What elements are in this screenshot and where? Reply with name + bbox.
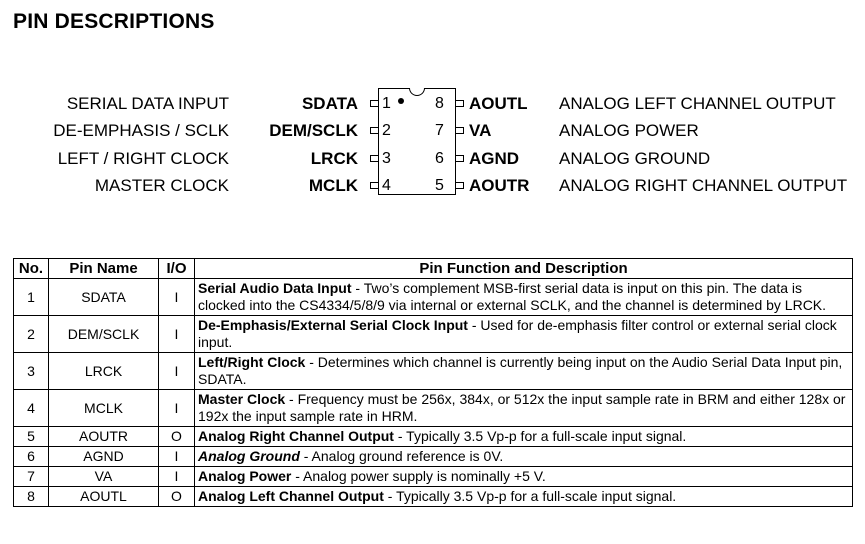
pin-5-name: AOUTR: [469, 176, 530, 195]
cell-pin-name: VA: [49, 467, 159, 487]
cell-description: [195, 427, 853, 447]
function-text: - Frequency must be 256x, 384x, or 512x the input sample rate in BRM and either 128x or 192x the input sample rate in HRM.: [198, 391, 846, 424]
pin-6-number: 6: [435, 150, 444, 167]
cell-pin-name: AGND: [49, 447, 159, 467]
function-text: - Analog power supply is nominally +5 V.: [291, 468, 546, 484]
cell-no: 8: [14, 487, 49, 507]
pin-8-lead: [455, 100, 464, 107]
pin-6-name: AGND: [469, 149, 520, 168]
pin-1-description: SERIAL DATA INPUT: [66, 94, 229, 113]
pin-8-description: ANALOG LEFT CHANNEL OUTPUT: [559, 94, 836, 113]
table-header-row: [14, 259, 853, 279]
table-row: [14, 487, 853, 507]
function-name: Master Clock: [198, 391, 286, 407]
table-row: [14, 467, 853, 487]
cell-no: 3: [14, 353, 49, 390]
pin-2-description: DE-EMPHASIS / SCLK: [53, 121, 229, 140]
pin-5-number: 5: [435, 177, 444, 194]
cell-io: O: [159, 487, 195, 507]
cell-io: I: [159, 447, 195, 467]
pin-5-description: ANALOG RIGHT CHANNEL OUTPUT: [559, 176, 848, 195]
table-row: [14, 447, 853, 467]
cell-no: 5: [14, 427, 49, 447]
pin-description-table: [13, 258, 853, 507]
cell-description: [195, 279, 853, 316]
header-function: Pin Function and Description: [195, 259, 853, 279]
function-name: Analog Ground: [198, 448, 300, 464]
pin-7-name: VA: [469, 121, 492, 140]
function-name: Analog Left Channel Output: [198, 488, 384, 504]
cell-io: I: [159, 467, 195, 487]
cell-description: [195, 316, 853, 353]
function-text: - Used for de-emphasis filter control or external serial clock input.: [198, 317, 837, 350]
cell-io: I: [159, 390, 195, 427]
function-name: Left/Right Clock: [198, 354, 306, 370]
pin-1-marker-dot: [398, 98, 404, 104]
function-name: De-Emphasis/External Serial Clock Input: [198, 317, 468, 333]
table-row: [14, 427, 853, 447]
function-text: - Typically 3.5 Vp-p for a full-scale input signal.: [393, 428, 687, 444]
cell-description: [195, 390, 853, 427]
pin-4-number: 4: [382, 177, 391, 194]
cell-description: [195, 487, 853, 507]
cell-description: [195, 353, 853, 390]
function-text: - Analog ground reference is 0V.: [299, 448, 504, 464]
function-name: Analog Power: [198, 468, 292, 484]
function-name: Analog Right Channel Output: [198, 428, 394, 444]
cell-pin-name: DEM/SCLK: [49, 316, 159, 353]
cell-io: I: [159, 279, 195, 316]
pin-1-name: SDATA: [301, 94, 358, 113]
pin-2-lead: [370, 127, 379, 134]
pin-3-number: 3: [382, 150, 391, 167]
table-row: [14, 279, 853, 316]
chip-notch: [409, 88, 425, 96]
header-pin-name: Pin Name: [49, 259, 159, 279]
function-text: - Determines which channel is currently being input on the Audio Serial Data Input pin, SDATA.: [198, 354, 843, 387]
pin-1-number: 1: [382, 95, 391, 112]
cell-pin-name: AOUTL: [49, 487, 159, 507]
table-row: [14, 390, 853, 427]
pin-4-lead: [370, 182, 379, 189]
table-row: [14, 316, 853, 353]
cell-description: [195, 467, 853, 487]
pin-3-name: LRCK: [310, 149, 358, 168]
pin-6-lead: [455, 155, 464, 162]
function-text: - Typically 3.5 Vp-p for a full-scale input signal.: [383, 488, 677, 504]
cell-no: 6: [14, 447, 49, 467]
cell-no: 7: [14, 467, 49, 487]
function-text: - Two’s complement MSB-first serial data is input on this pin. The data is clocked into the CS4334/5/8/9 via internal or external SCLK, and the channel is determined by LRCK.: [198, 280, 827, 313]
page-title: PIN DESCRIPTIONS: [13, 10, 215, 33]
pin-4-name: MCLK: [308, 176, 358, 195]
cell-pin-name: MCLK: [49, 390, 159, 427]
cell-io: O: [159, 427, 195, 447]
pin-3-description: LEFT / RIGHT CLOCK: [57, 149, 229, 168]
pin-7-description: ANALOG POWER: [559, 121, 699, 140]
cell-io: I: [159, 316, 195, 353]
cell-pin-name: AOUTR: [49, 427, 159, 447]
cell-io: I: [159, 353, 195, 390]
pin-2-name: DEM/SCLK: [269, 121, 358, 140]
pin-8-name: AOUTL: [469, 94, 528, 113]
header-no: No.: [14, 259, 49, 279]
pin-7-lead: [455, 127, 464, 134]
pin-3-lead: [370, 155, 379, 162]
cell-no: 1: [14, 279, 49, 316]
pin-7-number: 7: [435, 122, 444, 139]
pin-6-description: ANALOG GROUND: [559, 149, 711, 168]
header-io: I/O: [159, 259, 195, 279]
pin-2-number: 2: [382, 122, 391, 139]
cell-description: [195, 447, 853, 467]
pin-8-number: 8: [435, 95, 444, 112]
cell-no: 4: [14, 390, 49, 427]
pin-5-lead: [455, 182, 464, 189]
cell-no: 2: [14, 316, 49, 353]
table-row: [14, 353, 853, 390]
pin-4-description: MASTER CLOCK: [94, 176, 229, 195]
pin-1-lead: [370, 100, 379, 107]
cell-pin-name: LRCK: [49, 353, 159, 390]
cell-pin-name: SDATA: [49, 279, 159, 316]
function-name: Serial Audio Data Input: [198, 280, 352, 296]
